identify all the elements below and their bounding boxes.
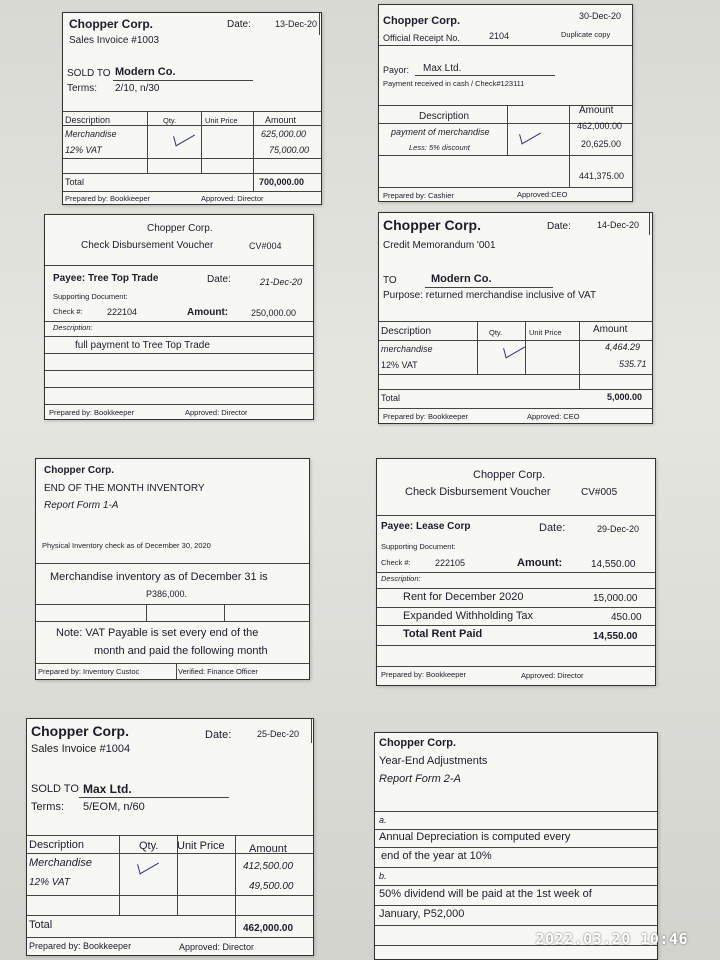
col-description: Description: [419, 111, 470, 122]
prepared-by: Prepared by: Bookkeeper: [381, 670, 467, 679]
row-amount: 14,550.00: [593, 631, 638, 642]
item-a-marker: a.: [379, 815, 387, 825]
date-value: 21-Dec-20: [260, 277, 303, 287]
check-mark-icon: [173, 126, 195, 147]
check-mark-icon: [137, 854, 159, 875]
approved-by: Approved: Director: [521, 671, 584, 680]
document-title: Sales Invoice #1003: [69, 35, 160, 46]
document-title: Year-End Adjustments: [379, 755, 488, 767]
row-desc: Rent for December 2020: [403, 591, 524, 603]
total-label: Total: [29, 919, 53, 931]
inventory-line-2: P386,000.: [146, 589, 188, 599]
photo-timestamp: 2022.03.20 10:46: [535, 930, 688, 948]
company-name: Chopper Corp.: [44, 465, 114, 476]
col-qty: Qty.: [489, 328, 503, 337]
col-description: Description: [381, 326, 432, 337]
terms-value: 2/10, n/30: [115, 83, 160, 94]
row-desc: merchandise: [381, 344, 433, 354]
document-title: Check Disbursement Voucher: [405, 486, 551, 498]
approved-by: Approved:CEO: [517, 190, 568, 199]
supporting-document-label: Supporting Document:: [381, 542, 456, 551]
to-label: TO: [383, 275, 397, 286]
date-label: Date:: [227, 19, 251, 30]
col-unit-price: Unit Price: [177, 840, 225, 852]
check-disbursement-voucher-005: [376, 458, 656, 686]
company-name: Chopper Corp.: [147, 223, 213, 234]
row-desc: payment of merchandise: [391, 127, 490, 137]
payor-value: Max Ltd.: [423, 63, 462, 74]
credit-memorandum-001: [378, 212, 653, 424]
company-name: Chopper Corp.: [379, 737, 456, 749]
date-label: Date:: [205, 729, 232, 741]
vat-note-line-2: month and paid the following month: [94, 645, 268, 657]
row-amount: 15,000.00: [593, 593, 638, 604]
amount-label: Amount:: [517, 557, 563, 569]
approved-by: Approved: Director: [201, 194, 264, 203]
date-label: Date:: [547, 221, 571, 232]
amount-value: 250,000.00: [251, 308, 297, 318]
row-amount: 625,000.00: [261, 129, 307, 139]
document-title: END OF THE MONTH INVENTORY: [44, 483, 205, 494]
official-receipt-2104: [378, 4, 633, 202]
row-desc: Merchandise: [29, 857, 92, 869]
row-desc: Less: 5% discount: [409, 143, 470, 152]
terms-label: Terms:: [31, 801, 64, 813]
total-value: 5,000.00: [607, 392, 643, 402]
description-value: full payment to Tree Top Trade: [75, 340, 210, 351]
check-number: 222105: [435, 558, 466, 568]
col-unit-price: Unit Price: [205, 116, 238, 125]
terms-value: 5/EOM, n/60: [83, 801, 145, 813]
item-a-line-2: end of the year at 10%: [381, 850, 492, 862]
company-name: Chopper Corp.: [383, 217, 481, 233]
total-label: Total: [381, 393, 401, 403]
check-label: Check #:: [381, 558, 411, 567]
payee: Payee: Lease Corp: [381, 521, 471, 532]
report-form: Report Form 1-A: [44, 500, 119, 511]
row-desc: Total Rent Paid: [403, 628, 483, 640]
row-amount: 462,000.00: [577, 121, 623, 131]
amount-label: Amount:: [187, 307, 229, 318]
col-unit-price: Unit Price: [529, 328, 562, 337]
terms-label: Terms:: [67, 83, 97, 94]
sold-to-label: SOLD TO: [67, 68, 111, 79]
item-b-marker: b.: [379, 871, 387, 881]
prepared-by: Prepared by: Bookkeeper: [29, 941, 132, 951]
approved-by: Approved: CEO: [527, 412, 580, 421]
item-b-line-2: January, P52,000: [379, 908, 465, 920]
col-amount: Amount: [265, 115, 297, 125]
item-a-line-1: Annual Depreciation is computed every: [379, 831, 571, 843]
inventory-report-1a: [35, 458, 310, 680]
approved-by: Approved: Director: [185, 408, 248, 417]
document-title: Official Receipt No.: [383, 33, 460, 43]
row-amount: 49,500.00: [249, 881, 294, 892]
voucher-number: CV#004: [249, 241, 282, 251]
col-description: Description: [65, 115, 111, 125]
row-amount: 75,000.00: [269, 145, 310, 155]
col-qty: Qty.: [139, 840, 159, 852]
total-value: 441,375.00: [579, 171, 625, 181]
row-desc: 12% VAT: [381, 360, 418, 370]
prepared-by: Prepared by: Bookkeeper: [49, 408, 135, 417]
item-b-line-1: 50% dividend will be paid at the 1st week of: [379, 888, 592, 900]
total-value: 700,000.00: [259, 177, 305, 187]
total-label: Total: [65, 177, 85, 187]
approved-by: Approved: Director: [179, 942, 255, 952]
row-amount: 450.00: [611, 612, 642, 623]
purpose: Purpose: returned merchandise inclusive of VAT: [383, 290, 597, 301]
row-amount: 4,464.29: [605, 342, 641, 352]
prepared-by: Prepared by: Inventory Custoc: [38, 667, 140, 676]
amount-value: 14,550.00: [591, 559, 636, 570]
row-desc: Expanded Withholding Tax: [403, 610, 534, 622]
prepared-by: Prepared by: Bookkeeper: [383, 412, 469, 421]
physical-inventory-note: Physical Inventory check as of December 30, 2020: [42, 541, 211, 550]
sold-to-value: Max Ltd.: [83, 782, 132, 796]
company-name: Chopper Corp.: [383, 15, 460, 27]
row-desc: Merchandise: [65, 129, 117, 139]
check-label: Check #:: [53, 307, 83, 316]
payor-label: Payor:: [383, 65, 410, 75]
voucher-number: CV#005: [581, 487, 618, 498]
col-amount: Amount: [579, 105, 614, 116]
col-qty: Qty.: [163, 116, 177, 125]
year-end-adjustments-2a: [374, 732, 658, 960]
document-title: Sales Invoice #1004: [31, 743, 131, 755]
prepared-by: Prepared by: Bookkeeper: [65, 194, 151, 203]
vat-note-line-1: Note: VAT Payable is set every end of the: [56, 627, 259, 639]
prepared-by: Prepared by: Cashier: [383, 191, 454, 200]
verified-by: Verified: Finance Officer: [178, 667, 258, 676]
check-number: 222104: [107, 307, 138, 317]
col-amount: Amount: [249, 843, 287, 855]
row-amount: 20,625.00: [581, 139, 622, 149]
col-amount: Amount: [593, 324, 628, 335]
check-disbursement-voucher-004: [44, 214, 314, 420]
document-title: Credit Memorandum '001: [383, 240, 496, 251]
check-mark-icon: [519, 124, 541, 145]
date-value: 29-Dec-20: [597, 524, 640, 534]
sold-to-value: Modern Co.: [115, 66, 176, 78]
row-amount: 535.71: [619, 359, 647, 369]
date-label: Date:: [539, 522, 566, 534]
date-value: 25-Dec-20: [257, 729, 300, 739]
row-amount: 412,500.00: [243, 861, 294, 872]
payee: Payee: Tree Top Trade: [53, 273, 159, 284]
total-value: 462,000.00: [243, 923, 294, 934]
date-value: 14-Dec-20: [597, 220, 640, 230]
to-value: Modern Co.: [431, 273, 492, 285]
row-desc: 12% VAT: [65, 145, 102, 155]
sold-to-label: SOLD TO: [31, 783, 79, 795]
description-label: Description:: [381, 574, 421, 583]
row-desc: 12% VAT: [29, 877, 70, 888]
company-name: Chopper Corp.: [69, 17, 153, 31]
date-value: 13-Dec-20: [275, 19, 318, 29]
company-name: Chopper Corp.: [31, 723, 129, 739]
sales-invoice-1004: [26, 718, 314, 956]
date-value: 30-Dec-20: [579, 11, 622, 21]
report-form: Report Form 2-A: [379, 773, 461, 785]
company-name: Chopper Corp.: [473, 469, 546, 481]
col-description: Description: [29, 839, 85, 851]
description-label: Description:: [53, 323, 93, 332]
inventory-line-1: Merchandise inventory as of December 31 is: [50, 571, 268, 583]
receipt-number: 2104: [489, 31, 510, 41]
copy-label: Duplicate copy: [561, 30, 611, 39]
sales-invoice-1003: [62, 12, 322, 205]
document-title: Check Disbursement Voucher: [81, 240, 214, 251]
date-label: Date:: [207, 274, 231, 285]
payment-note: Payment received in cash / Check#123111: [383, 79, 525, 88]
supporting-document-label: Supporting Document:: [53, 292, 128, 301]
